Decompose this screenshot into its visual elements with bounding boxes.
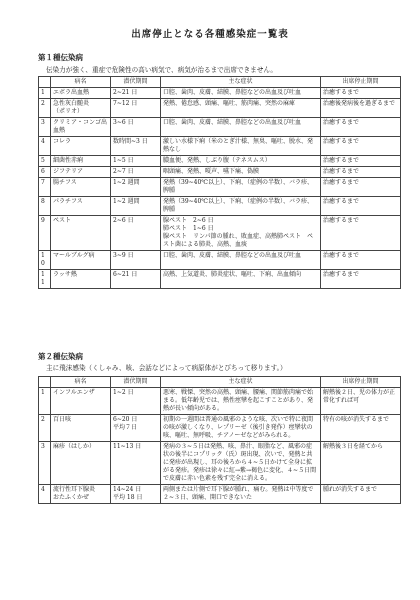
disease-name: インフルエンザ: [51, 388, 111, 415]
section2-heading: 第２種伝染病: [38, 352, 83, 361]
section1-table: [38, 76, 401, 289]
disease-name: コレラ: [51, 137, 111, 156]
main-symptoms: 咽頭痛、発熱、嗄声、嚥下痛、偽膜: [161, 167, 321, 178]
main-symptoms: 発病の３~５日は発熱、咳、鼻汁、眼脂など、風邪の症状の後半にコプリック（氏）斑出現、次いで、発熱と共に発疹が出現し、耳の後ろから４~５日かけて全身に拡がる発疹。発疹は徐々に紅→紫→褐色に変化、４~５日間で皮膚に赤い色素を残す完全に消える。: [161, 442, 321, 485]
main-symptoms: 膿血便、発熱、しぶり腹（テネスムス）: [161, 156, 321, 167]
main-symptoms: 初期の一週間は普通の風邪のような咳、次いで特に夜間の咳が激しくなり、レプリーゼ（後引き発作）痙攣状の咳、嘔吐、無呼吸、チアノーゼなどがみられる。: [161, 415, 321, 442]
incubation-period: 1~2 週間: [111, 197, 161, 216]
disease-name: ジフテリア: [51, 167, 111, 178]
disease-name: ペスト: [51, 216, 111, 251]
suspension-period: 特有の咳が消失するまで: [321, 415, 401, 442]
row-number: 6: [39, 167, 51, 178]
incubation-period: 3~9 日: [111, 251, 161, 270]
row-number: 3: [39, 118, 51, 137]
row-number: 1 0: [39, 251, 51, 270]
table-row: [39, 118, 401, 137]
section1-heading: 第１種伝染病: [38, 53, 83, 62]
main-symptoms: 両側または片側で耳下腺が腫れ、痛む。発熱は中等度で２~３日、頭痛、開口できないた: [161, 485, 321, 504]
column-header: 主な症状: [161, 377, 321, 388]
table-row: [39, 99, 401, 118]
suspension-period: 解熱後２日、児の体力が正常化すれば可: [321, 388, 401, 415]
table-row: [39, 156, 401, 167]
table-header-row: [39, 77, 401, 88]
table-row: [39, 442, 401, 485]
table-row: [39, 178, 401, 197]
main-symptoms: 発熱（39~40℃以上）、下痢、（症例の半数）、バラ疹、脾腫: [161, 178, 321, 197]
main-symptoms: 口腔、歯肉、皮膚、結膜、鼻腔などの出血及び吐血: [161, 88, 321, 99]
incubation-period: 6~20 日 平均７日: [111, 415, 161, 442]
incubation-period: 2~21 日: [111, 88, 161, 99]
incubation-period: 14~24 日 平均 18 日: [111, 485, 161, 504]
row-number: 4: [39, 485, 51, 504]
suspension-period: 治癒するまで: [321, 216, 401, 251]
row-number: 2: [39, 415, 51, 442]
section2-table: [38, 376, 401, 504]
suspension-period: 治癒するまで: [321, 178, 401, 197]
main-symptoms: 口腔、歯肉、皮膚、結膜、鼻腔などの出血及び吐血: [161, 118, 321, 137]
suspension-period: 治癒するまで: [321, 156, 401, 167]
disease-name: 腸チフス: [51, 178, 111, 197]
disease-name: 流行性耳下腺炎 おたふくかぜ: [51, 485, 111, 504]
row-number: 2: [39, 99, 51, 118]
disease-name: ラッサ熱: [51, 270, 111, 289]
disease-name: 細菌性赤痢: [51, 156, 111, 167]
row-number: 1 1: [39, 270, 51, 289]
column-header: 出席停止期間: [321, 77, 401, 88]
incubation-period: 11~13 日: [111, 442, 161, 485]
main-symptoms: 悪寒、戦慄、突然の高熱、頭痛、腰痛、関節筋肉痛で始まる。低年齢児では、熱性痙攣を起こすことがあり、発熱が長い傾向がある。: [161, 388, 321, 415]
main-symptoms: 発熱（39~40℃以上）、下痢、（症例の半数）、バラ疹、脾腫: [161, 197, 321, 216]
table-row: [39, 216, 401, 251]
suspension-period: 治癒するまで: [321, 137, 401, 156]
table-row: [39, 137, 401, 156]
incubation-period: 1~2 週間: [111, 178, 161, 197]
row-number: 7: [39, 178, 51, 197]
incubation-period: 6~21 日: [111, 270, 161, 289]
incubation-period: 2~7 日: [111, 167, 161, 178]
table-row: [39, 167, 401, 178]
table-row: [39, 485, 401, 504]
disease-name: 百日咳: [51, 415, 111, 442]
incubation-period: 2~6 日: [111, 216, 161, 251]
column-header: 潜伏期間: [111, 377, 161, 388]
incubation-period: 3~6 日: [111, 118, 161, 137]
row-number: 4: [39, 137, 51, 156]
table-row: [39, 251, 401, 270]
suspension-period: 腫れが消失するまで: [321, 485, 401, 504]
table-row: [39, 415, 401, 442]
disease-name: エボラ出血熱: [51, 88, 111, 99]
suspension-period: 解熱後３日を経てから: [321, 442, 401, 485]
incubation-period: 7~12 日: [111, 99, 161, 118]
suspension-period: 治癒するまで: [321, 270, 401, 289]
column-header: 潜伏期間: [111, 77, 161, 88]
disease-name: マールブルグ病: [51, 251, 111, 270]
column-header: [39, 77, 51, 88]
table-header-row: [39, 377, 401, 388]
row-number: 5: [39, 156, 51, 167]
suspension-period: 治癒するまで: [321, 251, 401, 270]
incubation-period: 数時間~3 日: [111, 137, 161, 156]
column-header: 病名: [51, 77, 111, 88]
disease-name: パラチフス: [51, 197, 111, 216]
main-symptoms: 激しい水様下痢（米のとぎ汁様、無臭、嘔吐、脱水、発熱なし: [161, 137, 321, 156]
table-row: [39, 270, 401, 289]
row-number: 1: [39, 388, 51, 415]
disease-name: 急性灰白髄炎 （ポリオ）: [51, 99, 111, 118]
main-symptoms: 口腔、歯肉、皮膚、結膜、鼻腔などの出血及び吐血: [161, 251, 321, 270]
column-header: 出席停止期間: [321, 377, 401, 388]
main-symptoms: 腺ペスト 2~6 日 肺ペスト 1~6 日 腺ペスト リンパ節の腫れ、敗血症、高熱肺ペスト ペスト菌による肺炎、高熱、血痰: [161, 216, 321, 251]
table-row: [39, 388, 401, 415]
disease-name: クリミア・コンゴ出血熱: [51, 118, 111, 137]
disease-name: 麻疹（はしか）: [51, 442, 111, 485]
row-number: 3: [39, 442, 51, 485]
column-header: [39, 377, 51, 388]
row-number: 1: [39, 88, 51, 99]
section2-intro: 主に飛沫感染（くしゃみ、咳、会話などによって病原体がとびちって移ります。）: [46, 364, 287, 372]
suspension-period: 治癒するまで: [321, 197, 401, 216]
column-header: 主な症状: [161, 77, 321, 88]
main-symptoms: 発熱、倦怠感、頭痛、嘔吐、筋肉痛、突然の麻痺: [161, 99, 321, 118]
row-number: 8: [39, 197, 51, 216]
suspension-period: 治癒するまで: [321, 88, 401, 99]
incubation-period: 1~5 日: [111, 156, 161, 167]
document-title: 出席停止となる各種感染症一覧表: [131, 29, 289, 40]
column-header: 病名: [51, 377, 111, 388]
incubation-period: 1~2 日: [111, 388, 161, 415]
suspension-period: 治癒するまで: [321, 118, 401, 137]
row-number: 9: [39, 216, 51, 251]
suspension-period: 治癒後発病後を過ぎるまで: [321, 99, 401, 118]
main-symptoms: 高熱、上気道炎、肺炎症状、嘔吐、下痢、出血傾向: [161, 270, 321, 289]
section1-intro: 伝染力が強く、重症で危険性の高い病気で、病気が治るまで出席できません。: [46, 66, 277, 74]
suspension-period: 治癒するまで: [321, 167, 401, 178]
table-row: [39, 197, 401, 216]
table-row: [39, 88, 401, 99]
